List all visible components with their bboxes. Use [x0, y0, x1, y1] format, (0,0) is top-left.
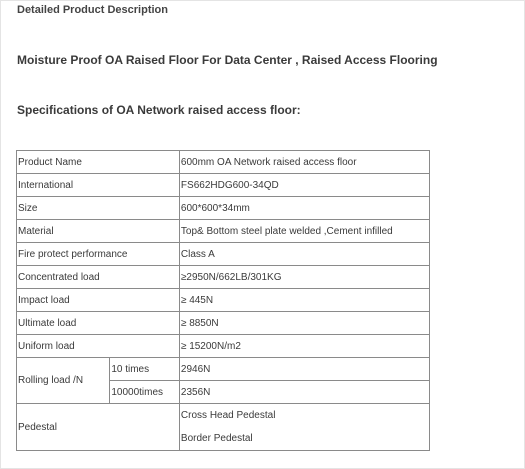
spec-heading: Specifications of OA Network raised access floor:	[17, 103, 301, 117]
row-value: ≥2950N/662LB/301KG	[179, 266, 429, 289]
rolling-sub-label: 10 times	[110, 358, 180, 381]
row-label: Ultimate load	[17, 312, 180, 335]
row-value: ≥ 15200N/m2	[179, 335, 429, 358]
table-row	[17, 197, 430, 220]
row-label: Material	[17, 220, 180, 243]
table-row	[17, 266, 430, 289]
pedestal-label: Pedestal	[17, 404, 180, 451]
rolling-sub-value: 2356N	[179, 381, 429, 404]
row-label: International	[17, 174, 180, 197]
rolling-load-label: Rolling load /N	[17, 358, 110, 404]
pedestal-value: Border Pedestal	[180, 433, 253, 444]
row-label: Product Name	[17, 151, 180, 174]
row-label: Fire protect performance	[17, 243, 180, 266]
row-value: ≥ 8850N	[179, 312, 429, 335]
table-row	[17, 220, 430, 243]
table-row	[17, 312, 430, 335]
table-row	[17, 151, 430, 174]
spec-table	[16, 150, 430, 451]
table-row	[17, 289, 430, 312]
row-label: Size	[17, 197, 180, 220]
row-value: Class A	[179, 243, 429, 266]
row-value: Top& Bottom steel plate welded ,Cement infilled	[179, 220, 429, 243]
row-value: 600*600*34mm	[179, 197, 429, 220]
product-title: Moisture Proof OA Raised Floor For Data Center , Raised Access Flooring	[17, 53, 438, 67]
row-label: Impact load	[17, 289, 180, 312]
table-row	[17, 174, 430, 197]
pedestal-value: Cross Head Pedestal	[180, 410, 276, 421]
table-row	[17, 358, 430, 381]
row-value: FS662HDG600-34QD	[179, 174, 429, 197]
rolling-sub-value: 2946N	[179, 358, 429, 381]
table-row	[17, 404, 430, 451]
section-title: Detailed Product Description	[17, 4, 168, 16]
pedestal-values	[179, 404, 429, 451]
row-label: Uniform load	[17, 335, 180, 358]
row-value: 600mm OA Network raised access floor	[179, 151, 429, 174]
row-value: ≥ 445N	[179, 289, 429, 312]
row-label: Concentrated load	[17, 266, 180, 289]
table-row	[17, 243, 430, 266]
table-row	[17, 335, 430, 358]
rolling-sub-label: 10000times	[110, 381, 180, 404]
